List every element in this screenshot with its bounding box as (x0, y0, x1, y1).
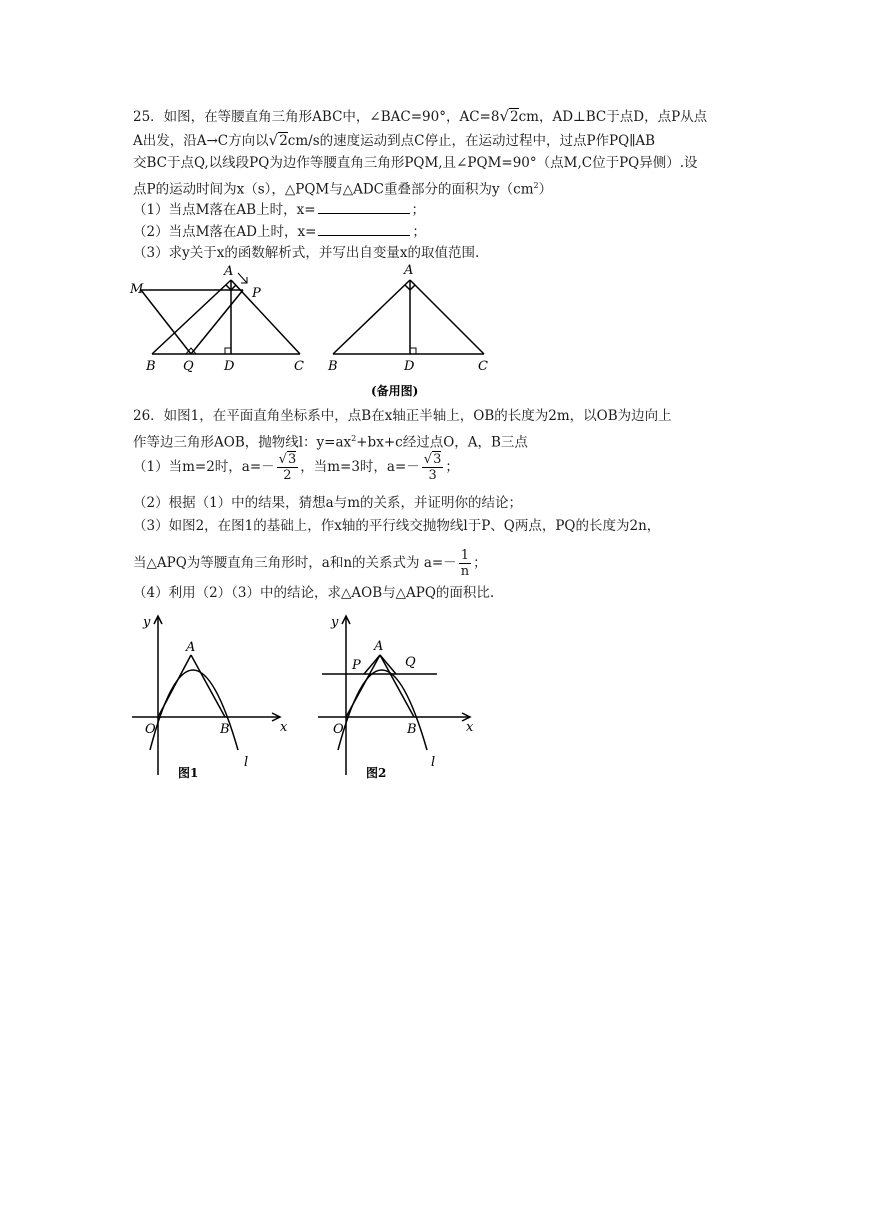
fig2-label-y: y (331, 615, 339, 630)
fig1-label-O: O (145, 722, 156, 737)
spare-label-D: D (404, 359, 415, 374)
frac1-den: 2 (283, 468, 292, 483)
q25-line-2-text: A出发，沿A→C方向以 (133, 133, 269, 149)
fig2-label-B: B (407, 722, 417, 737)
q25-line-4-text: 点P的运动时间为x（s），△PQM与△ADC重叠部分的面积为y（cm (133, 181, 534, 198)
q25-sub-1-text: （1）当点M落在AB上时，x= (133, 202, 316, 218)
q26-sub-2: （2）根据（1）中的结果，猜想a与m的关系，并证明你的结论； (133, 495, 523, 511)
q26-line-1: 26．如图1，在平面直角坐标系中，点B在x轴正半轴上，OB的长度为2m，以OB为边向上 (133, 408, 672, 424)
label-B: B (146, 359, 156, 374)
frac3-den: n (460, 564, 470, 579)
q25-radicand-2: 2 (279, 133, 288, 149)
fig2-label-Q: Q (405, 655, 416, 670)
fig2-label-O: O (333, 722, 344, 737)
frac2-num: 3 (433, 452, 442, 467)
q26-sub-3-text: 当△APQ为等腰直角三角形时，a和n的关系式为 a=－ (133, 555, 457, 571)
spare-label-A: A (404, 263, 414, 278)
q25-sub-2-end: ； (412, 224, 426, 240)
q26-line-2-tail: +bx+c经过点O，A，B三点 (356, 434, 528, 451)
spare-caption: (备用图) (371, 384, 419, 398)
q25-line-2-tail: cm/s的速度运动到点C停止，在运动过程中，过点P作PQ∥AB (287, 133, 656, 149)
sqrt-sign: √ (423, 452, 433, 467)
label-A: A (224, 264, 234, 279)
q26-sub-1-end: ； (445, 459, 459, 475)
label-P: P (252, 286, 261, 301)
q26-sub-1-b: ，当m=3时，a=－ (300, 459, 420, 475)
q25-line-3: 交BC于点Q,以线段PQ为边作等腰直角三角形PQM,且∠PQM=90°（点M,C位于PQ异侧）.设 (133, 155, 698, 171)
q26-line-2-text: 作等边三角形AOB，抛物线l：y=ax (133, 434, 352, 451)
q26-sub-3-line-1: （3）如图2，在图1的基础上，作x轴的平行线交抛物线l于P、Q两点，PQ的长度为2n， (133, 518, 661, 534)
fig2-label-P: P (352, 658, 361, 673)
spare-label-B: B (328, 359, 338, 374)
frac3-num: 1 (460, 548, 470, 563)
fig1-label-A: A (186, 640, 196, 655)
fig2-label-A: A (374, 639, 384, 654)
superscript: 2 (533, 181, 539, 190)
label-Q: Q (183, 359, 194, 374)
sqrt-sign: √ (278, 452, 287, 467)
label-D: D (224, 359, 235, 374)
fig1-label-B: B (220, 722, 230, 737)
q25-line-1-text: 25．如图，在等腰直角三角形ABC中，∠BAC=90°，AC=8 (133, 109, 500, 125)
fig1-label-l: l (244, 755, 249, 770)
superscript: 2 (351, 434, 357, 443)
fig1-label-x: x (280, 720, 288, 735)
spare-label-C: C (478, 359, 488, 374)
sqrt-sign: √ (499, 107, 510, 125)
q25-line-4-tail: ） (538, 181, 553, 198)
q25-sub-2-text: （2）当点M落在AD上时，x= (133, 224, 317, 240)
frac2-den: 3 (428, 468, 437, 483)
q25-radicand: 2 (510, 109, 519, 125)
frac1-num: 3 (287, 452, 297, 467)
q26-sub-3-end: ； (473, 555, 487, 571)
q25-line-1-tail: cm，AD⊥BC于点D，点P从点 (518, 109, 708, 125)
fig2-caption: 图2 (366, 766, 387, 780)
label-C: C (294, 359, 304, 374)
fig2-label-l: l (431, 755, 436, 770)
q26-sub-1-a: （1）当m=2时，a=－ (133, 459, 275, 475)
q25-sub-3: （3）求y关于x的函数解析式，并写出自变量x的取值范围. (133, 245, 480, 261)
fig1-caption: 图1 (178, 766, 199, 780)
fig2-label-x: x (466, 720, 474, 735)
sqrt-sign: √ (268, 131, 279, 149)
q25-sub-1-end: ； (411, 202, 426, 218)
fig1-label-y: y (143, 615, 151, 630)
label-M: M (130, 282, 144, 297)
q26-sub-4: （4）利用（2）（3）中的结论，求△AOB与△APQ的面积比. (133, 585, 495, 601)
